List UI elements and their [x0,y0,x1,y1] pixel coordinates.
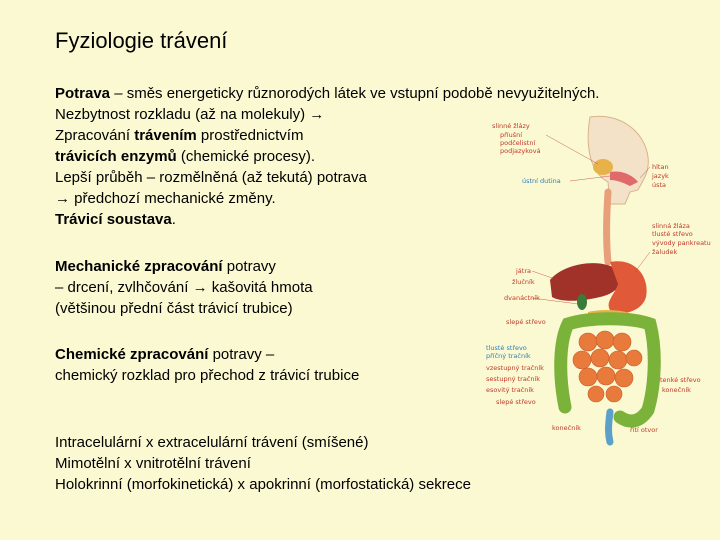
paragraph-mechanical [55,256,313,319]
label-pricny-tracnik: příčný tračník [486,352,531,360]
label-zaludek: žaludek [652,248,678,256]
label-konecnik-r: konečník [662,386,691,394]
paragraph-chemical [55,344,359,386]
line: chemický rozklad pro přechod z trávicí trubice [55,367,360,384]
line: → předchozí mechanické změny. [55,190,276,207]
page-title: Fyziologie trávení [55,28,228,53]
label-hltan: hltan [652,163,669,171]
label-slinna-zlaza: slinná žláza [652,222,690,230]
label-tenke-strevo: tenké střevo [660,376,701,384]
line: – drcení, zvlhčování → kašovitá hmota [55,279,313,296]
label-dvanactnik: dvanáctník [504,294,540,302]
label-slepe-strevo-b: slepé střevo [496,398,536,406]
line-text: Zpracování [55,127,135,144]
liver [550,263,621,301]
gallbladder [577,294,587,310]
line [55,256,313,277]
line: Mimotělní x vnitrotělní trávení [55,455,251,472]
label-vyvody-pankreatu: vývody pankreatu [652,239,711,247]
label-jazyk: jazyk [652,172,669,180]
term-soustava: Trávicí soustava [55,211,172,228]
term-potrava: Potrava [55,85,111,102]
label-riti-otvor: řití otvor [630,426,658,434]
paragraph-types [55,432,471,495]
term-mechanical: Mechanické zpracování [55,258,223,275]
label-slinne-zlazy: slinné žlázy [492,122,530,130]
term-traveni: trávením [134,127,197,144]
label-priusni: příušní [500,131,523,139]
line-text: – směs energeticky různorodých látek ve vstupní podobě nevyužitelných. [110,85,600,102]
small-intestine [573,331,642,402]
label-esovity-tracnik: esovitý tračník [486,386,534,394]
label-ustni-dutina: ústní dutina [522,177,561,185]
line-text: prostřednictvím [196,127,304,144]
label-konecnik: konečník [552,424,581,432]
line-text: potravy – [208,346,275,363]
label-jatra: játra [516,267,531,275]
label-vzestupny-tracnik: vzestupný tračník [486,364,544,372]
label-podcelistni: podčelistní [500,139,536,147]
label-usta: ústa [652,181,667,189]
label-slepe-strevo-a: slepé střevo [506,318,546,326]
line [55,83,599,104]
esophagus [607,192,609,262]
label-sestupny-tracnik: sestupný tračník [486,375,541,383]
line-text: . [171,211,176,228]
line-text: potravy [222,258,276,275]
line: Lepší průběh – rozmělněná (až tekutá) potrava [55,169,367,186]
rectum [609,412,611,442]
line [55,344,359,365]
line: Holokrinní (morfokinetická) x apokrinní (morfostatická) sekrece [55,476,471,493]
line-text: (chemické procesy). [176,148,316,165]
label-tluste-strevo-r: tlusté střevo [652,230,693,238]
line: Nezbytnost rozkladu (až na molekuly) → [55,106,325,123]
line: (většinou přední část trávicí trubice) [55,300,293,317]
term-chemical: Chemické zpracování [55,346,209,363]
term-enzymy: trávicích enzymů [55,148,177,165]
label-zlucnik: žlučník [512,278,535,286]
digestive-system-illustration [470,112,715,450]
salivary-gland [593,159,613,175]
head-outline [588,116,648,204]
line: Intracelulární x extracelulární trávení (smíšené) [55,434,369,451]
label-tluste-strevo: tlusté střevo [486,344,527,352]
label-podjazykova: podjazyková [500,147,541,155]
